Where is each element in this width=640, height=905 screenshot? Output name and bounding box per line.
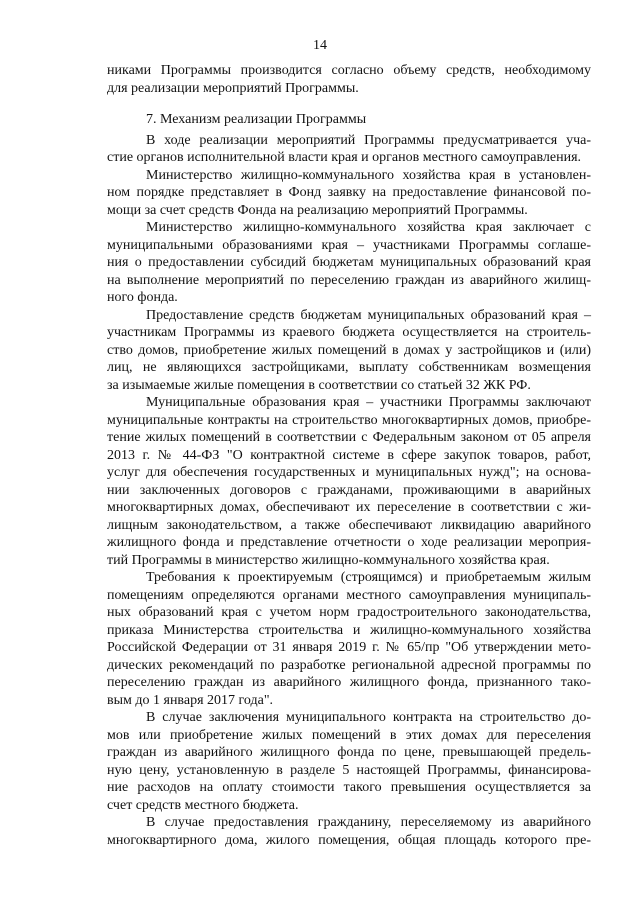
text-line: Предоставление средств бюджетам муниципальных образований края –	[146, 307, 591, 323]
text-line: муниципальными образованиями края – участниками Программы соглаше-	[107, 237, 591, 253]
text-line: тий Программы в министерство жилищно-коммунального хозяйства края.	[107, 552, 550, 568]
text-line: мов или приобретение жилых помещений в этих домах для переселения	[107, 727, 591, 743]
text-line: помещениям определяются органами местного самоуправления муниципаль-	[107, 587, 591, 603]
text-line: ных образований края с учетом норм градостроительного законодательства,	[107, 605, 591, 620]
text-line: В ходе реализации мероприятий Программы предусматривается уча-	[146, 132, 591, 148]
text-line: переселению граждан из аварийного жилищного фонда, признанного тако-	[107, 675, 591, 690]
text-line: 7. Механизм реализации Программы	[146, 112, 367, 127]
document-body	[107, 62, 591, 849]
text-line: счет средств местного бюджета.	[107, 797, 299, 813]
text-line: тение жилых помещений в соответствии с Федеральным законом от 05 апреля	[107, 430, 591, 445]
text-line: Министерство жилищно-коммунального хозяйства края заключает с	[146, 220, 591, 235]
text-line: жилищного фонда и представление отчетности о ходе реализации мероприя-	[107, 535, 591, 550]
text-line: на выполнение мероприятий по переселению граждан из аварийного жилищ-	[107, 272, 591, 288]
text-line: Требования к проектируемым (строящимся) и приобретаемым жилым	[146, 570, 591, 585]
text-line: стие органов исполнительной власти края и органов местного самоуправления.	[107, 150, 582, 165]
text-line: участникам Программы из краевого бюджета осуществляется на строитель-	[107, 325, 591, 340]
paragraph	[107, 307, 591, 395]
paragraph	[107, 569, 591, 709]
text-line: В случае предоставления гражданину, переселяемому из аварийного	[146, 815, 591, 830]
text-line: ном порядке представляет в Фонд заявку на предоставление финансовой по-	[107, 185, 591, 200]
paragraph	[107, 62, 591, 97]
text-line: лиц, не являющихся застройщиками, выплату собственникам возмещения	[107, 360, 591, 375]
text-line: для реализации мероприятий Программы.	[107, 80, 359, 96]
paragraph	[107, 132, 591, 167]
section-heading	[107, 111, 591, 129]
text-line: Министерство жилищно-коммунального хозяйства края в установлен-	[146, 167, 591, 183]
text-line: 2013 г. № 44-ФЗ "О контрактной системе в сфере закупок товаров, работ,	[107, 447, 591, 463]
text-line: никами Программы производится согласно объему средств, необходимому	[107, 63, 591, 78]
text-line: приказа Министерства строительства и жилищно-коммунального хозяйства	[107, 622, 591, 638]
text-line: многоквартирных домах, обеспечивают их переселение в соответствии с жи-	[107, 500, 591, 515]
paragraph	[107, 167, 591, 220]
text-line: граждан из аварийного жилищного фонда по цене, превышающей предель-	[107, 745, 591, 760]
paragraph	[107, 394, 591, 569]
text-line: за изымаемые жилые помещения в соответствии со статьей 32 ЖК РФ.	[107, 377, 531, 393]
text-line: Российской Федерации от 31 января 2019 г. № 65/пр "Об утверждении мето-	[107, 640, 591, 655]
paragraph	[107, 814, 591, 849]
paragraph	[107, 219, 591, 307]
text-line: Муниципальные образования края – участники Программы заключают	[146, 395, 591, 410]
text-line: многоквартирного дома, жилого помещения, общая площадь которого пре-	[107, 832, 591, 848]
paragraph	[107, 709, 591, 814]
page-number: 14	[313, 38, 327, 53]
text-line: мощи за счет средств Фонда на реализацию мероприятий Программы.	[107, 202, 528, 218]
text-line: ного фонда.	[107, 290, 178, 305]
text-line: дических рекомендаций по разработке региональной адресной программы по	[107, 657, 591, 673]
text-line: нии заключенных договоров с гражданами, проживающими в аварийных	[107, 482, 591, 498]
text-line: ство домов, приобретение жилых помещений в домах у застройщиков и (или)	[107, 342, 591, 358]
text-line: лищным законодательством, а также обеспечивают ликвидацию аварийного	[107, 517, 591, 533]
text-line: ния о предоставлении субсидий бюджетам муниципальных образований края	[107, 255, 591, 270]
text-line: муниципальные контракты на строительство многоквартирных домов, приобре-	[107, 412, 591, 428]
text-line: ную цену, установленную в разделе 5 настоящей Программы, финансирова-	[107, 762, 591, 778]
text-line: ние расходов на оплату стоимости такого превышения осуществляется за	[107, 780, 591, 795]
text-line: услуг для обеспечения государственных и муниципальных нужд"; на основа-	[107, 465, 591, 480]
text-line: В случае заключения муниципального контракта на строительство до-	[146, 710, 591, 725]
text-line: вым до 1 января 2017 года".	[107, 692, 274, 708]
